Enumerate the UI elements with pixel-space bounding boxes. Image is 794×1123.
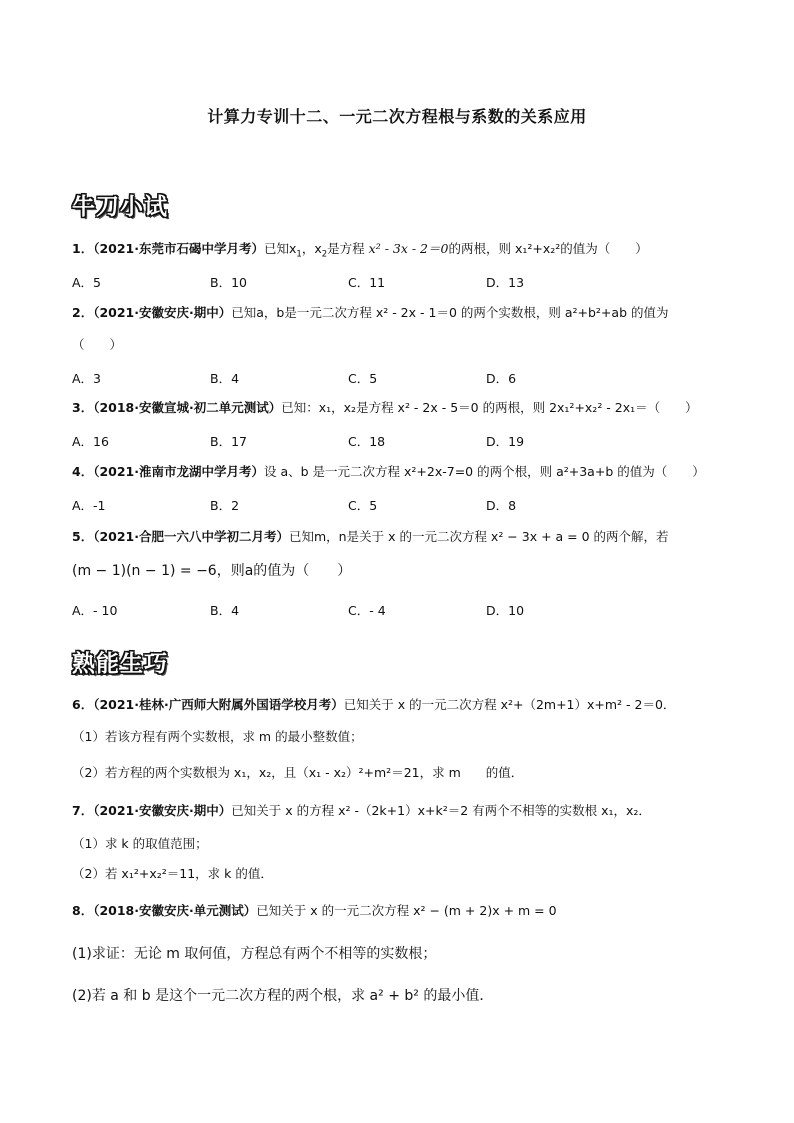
question-source: （2021·淮南市龙湖中学月考） (93, 464, 264, 479)
question-number: 5． (72, 529, 94, 544)
question-source: （2021·安徽安庆·期中） (93, 803, 232, 818)
q7-part-2: （2）若 x₁²+x₂²＝11，求 k 的值． (72, 866, 273, 881)
option-a[interactable]: A．- 10 (72, 603, 118, 618)
question-number: 7． (72, 803, 94, 818)
option-b[interactable]: B．4 (210, 603, 240, 618)
question-text: ，x (301, 241, 322, 256)
expression: x₁²+x₂² (514, 241, 561, 256)
option-d[interactable]: D．10 (486, 603, 525, 618)
option-b[interactable]: B．10 (210, 275, 247, 290)
page-title: 计算力专训十二、一元二次方程根与系数的关系应用 (207, 107, 587, 126)
q1-options (72, 273, 632, 289)
q8-part-2: (2)若 a 和 b 是这个一元二次方程的两个根，求 a² + b² 的最小值． (72, 988, 494, 1004)
option-d[interactable]: D．13 (486, 275, 525, 290)
option-c[interactable]: C．5 (348, 371, 378, 386)
q6-part-1: （1）若该方程有两个实数根，求 m 的最小整数值； (72, 729, 363, 744)
option-c[interactable]: C．- 4 (348, 603, 386, 618)
question-text: 已知关于 x 的一元二次方程 x² − (m + 2)x + m = 0 (256, 903, 557, 918)
option-b[interactable]: B．17 (210, 434, 247, 449)
question-number: 2． (72, 305, 94, 320)
option-c[interactable]: C．18 (348, 434, 386, 449)
q4-options (72, 496, 632, 512)
question-text: 已知：x₁，x₂是方程 x² - 2x - 5＝0 的两根，则 2x₁²+x₂² - 2x₁＝（ ） (281, 400, 698, 415)
question-source: （2021·桂林·广西师大附属外国语学校月考） (93, 697, 344, 712)
option-c[interactable]: C．11 (348, 275, 386, 290)
option-c[interactable]: C．5 (348, 498, 378, 513)
question-text: 是方程 (327, 241, 365, 256)
equation: x² - 3x - 2＝0 (368, 241, 449, 256)
q8-part-1: (1)求证：无论 m 取何值，方程总有两个不相等的实数根； (72, 946, 437, 962)
question-number: 6． (72, 697, 94, 712)
option-b[interactable]: B．4 (210, 371, 240, 386)
q2-options (72, 369, 632, 385)
question-text: 的两根，则 (448, 241, 511, 256)
question-text: 已知x (264, 241, 297, 256)
question-3 (72, 400, 698, 416)
question-1: 1．（2021·东莞市石碣中学月考）已知$x_1$，$x_2$是方程 x² - 3x - 2＝0的两根，则 x₁²+x₂²的值为（ ） (72, 241, 648, 260)
option-d[interactable]: D．6 (486, 371, 517, 386)
option-d[interactable]: D．8 (486, 498, 517, 513)
question-text: 已知a，b是一元二次方程 x² - 2x - 1＝0 的两个实数根，则 a²+b²+ab 的值为 (231, 305, 669, 320)
option-d[interactable]: D．19 (486, 434, 525, 449)
question-6 (72, 697, 675, 713)
question-5 (72, 529, 669, 545)
question-source: （2018·安徽安庆·单元测试） (93, 903, 257, 918)
q7-part-1: （1）求 k 的取值范围； (72, 836, 208, 851)
q6-part-2: （2）若方程的两个实数根为 x₁，x₂，且（x₁ - x₂）²+m²＝21，求 m 的值． (72, 765, 524, 780)
option-b[interactable]: B．2 (210, 498, 240, 513)
question-text: 已知关于 x 的一元二次方程 x²+（2m+1）x+m² - 2＝0． (343, 697, 676, 712)
option-a[interactable]: A．16 (72, 434, 109, 449)
section-heading-2: 熟能生巧 (72, 651, 168, 677)
question-number: 4． (72, 464, 94, 479)
question-5-line2: (m − 1)(n − 1) = −6，则a的值为（ ） (72, 563, 352, 579)
question-4 (72, 464, 705, 480)
q2-answer-paren: （ ） (72, 337, 123, 352)
question-number: 1． (72, 241, 94, 256)
option-a[interactable]: A．3 (72, 371, 102, 386)
question-2 (72, 305, 668, 321)
question-text: 设 a、b 是一元二次方程 x²+2x-7=0 的两个根，则 a²+3a+b 的值为（ ） (264, 464, 705, 479)
question-source: （2018·安徽宣城·初二单元测试） (93, 400, 282, 415)
question-source: （2021·安徽安庆·期中） (93, 305, 232, 320)
question-text: 已知关于 x 的方程 x² -（2k+1）x+k²＝2 有两个不相等的实数根 x₁，x₂． (231, 803, 651, 818)
question-number: 3． (72, 400, 94, 415)
question-7 (72, 803, 651, 819)
question-source: （2021·东莞市石碣中学月考） (93, 241, 264, 256)
question-text: 的值为（ ） (560, 241, 648, 256)
q3-options (72, 432, 632, 448)
question-source: （2021·合肥一六八中学初二月考） (93, 529, 289, 544)
option-a[interactable]: A．-1 (72, 498, 106, 513)
question-8 (72, 903, 557, 919)
question-text: 已知m，n是关于 x 的一元二次方程 x² − 3x + a = 0 的两个解，若 (289, 529, 669, 544)
section-heading-1: 牛刀小试 (72, 194, 168, 220)
q5-options (72, 601, 632, 617)
question-number: 8． (72, 903, 94, 918)
option-a[interactable]: A．5 (72, 275, 102, 290)
